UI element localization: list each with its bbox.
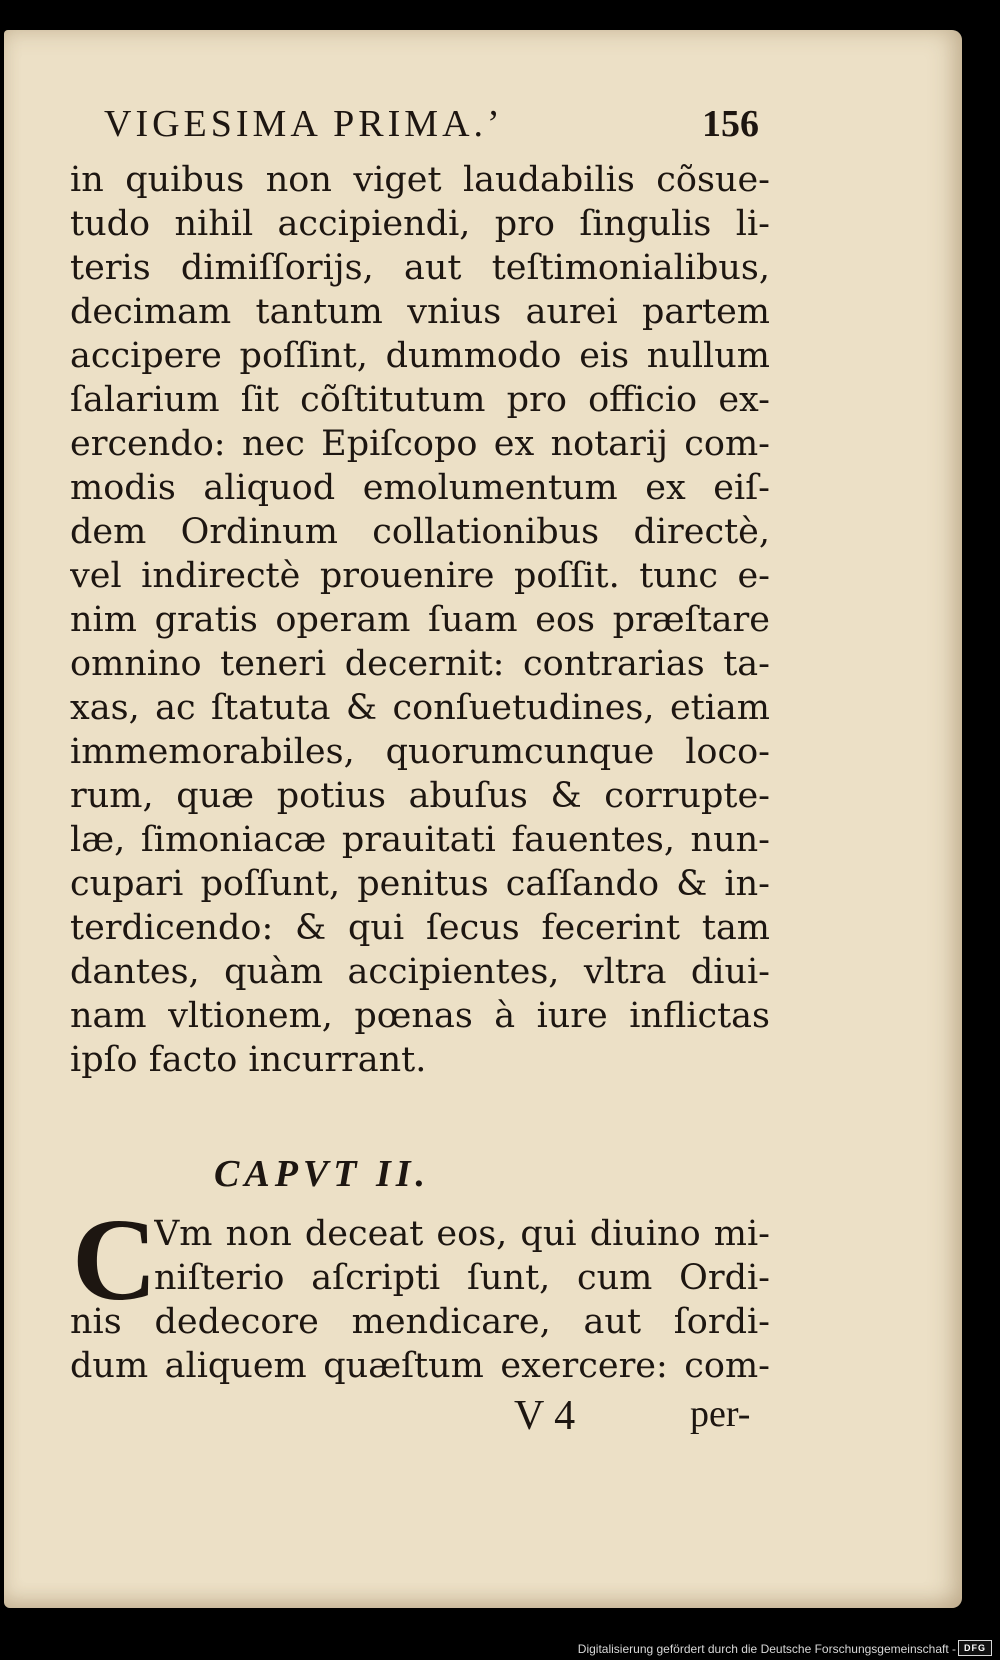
text-line: immemorabiles, quorumcunque loco- — [70, 732, 770, 772]
text-line: omnino teneri decernit: contrarias ta- — [70, 644, 770, 684]
text-line: ſalarium ſit cõſtitutum pro officio ex- — [70, 380, 770, 420]
book-page — [4, 30, 962, 1608]
text-line: xas, ac ſtatuta & conſuetudines, etiam — [70, 688, 770, 728]
text-line: in quibus non viget laudabilis cõsue- — [70, 160, 770, 200]
text-line: terdicendo: & qui ſecus fecerint tam — [70, 908, 770, 948]
text-line: accipere poſſint, dummodo eis nullum — [70, 336, 770, 376]
dfg-logo: DFG — [958, 1640, 992, 1656]
text-line: nam vltionem, pœnas à iure inflictas — [70, 996, 770, 1036]
text-line: modis aliquod emolumentum ex eiſ- — [70, 468, 770, 508]
text-line: vel indirectè prouenire poſſit. tunc e- — [70, 556, 770, 596]
text-line: ipſo facto incurrant. — [70, 1040, 427, 1080]
text-line: dem Ordinum collationibus directè, — [70, 512, 770, 552]
drop-cap-initial: C — [72, 1194, 158, 1325]
text-line: Vm non deceat eos, qui diuino mi- — [154, 1214, 770, 1254]
text-line: nis dedecore mendicare, aut ſordi- — [70, 1302, 770, 1342]
signature-mark: V 4 — [514, 1393, 576, 1439]
text-line: dantes, quàm accipientes, vltra diui- — [70, 952, 770, 992]
text-line: cupari poſſunt, penitus caſſando & in- — [70, 864, 770, 904]
text-line: teris dimiſſorijs, aut teſtimonialibus, — [70, 248, 770, 288]
page-header — [104, 102, 759, 152]
footer-bar — [0, 1636, 1000, 1660]
text-line: ercendo: nec Epiſcopo ex notarij com- — [70, 424, 770, 464]
running-title: VIGESIMA PRIMA.’ — [104, 103, 504, 145]
text-line: tudo nihil accipiendi, pro ſingulis li- — [70, 204, 770, 244]
text-line: rum, quæ potius abuſus & corrupte- — [70, 776, 770, 816]
text-line: niſterio aſcripti ſunt, cum Ordi- — [154, 1258, 770, 1298]
digitization-credit: Digitalisierung gefördert durch die Deutsche Forschungsgemeinschaft - — [577, 1642, 956, 1656]
text-line: læ, ſimoniacæ prauitati fauentes, nun- — [70, 820, 770, 860]
text-line: nim gratis operam ſuam eos præſtare — [70, 600, 770, 640]
page-number: 156 — [702, 103, 759, 145]
catchword: per- — [690, 1393, 751, 1435]
text-line: dum aliquem quæſtum exercere: com- — [70, 1346, 770, 1386]
chapter-heading: CAPVT II. — [214, 1153, 431, 1195]
text-line: decimam tantum vnius aurei partem — [70, 292, 770, 332]
